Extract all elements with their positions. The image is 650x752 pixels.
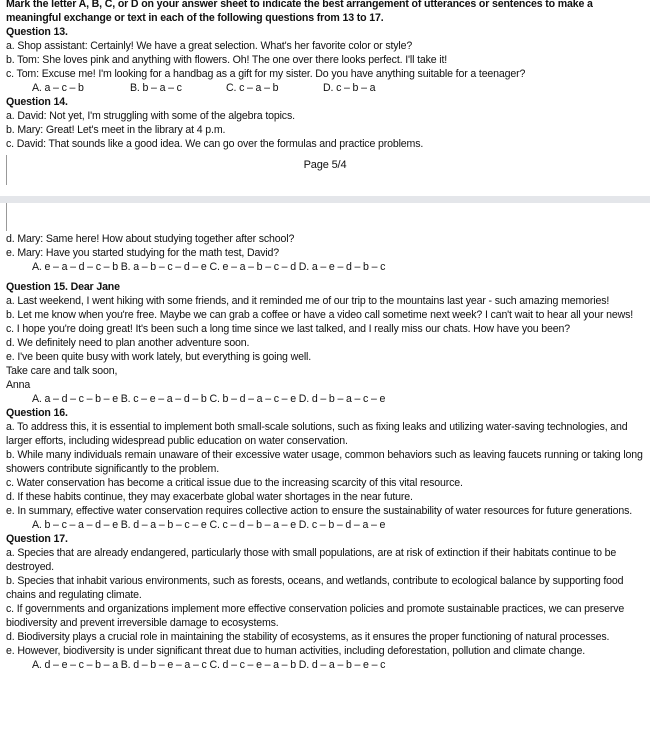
q16-line-e: e. In summary, effective water conservation requires collective action to ensure the sustainability of water resources for future generations. [6, 505, 633, 517]
q15-line-a: a. Last weekend, I went hiking with some friends, and it reminded me of our trip to the mountains last year - such amazing memories! [6, 295, 610, 307]
page-gap [0, 196, 650, 203]
q13-answer-b[interactable]: B. b – a – c [130, 82, 182, 94]
question-13-title: Question 13. [6, 26, 68, 38]
question-16-title: Question 16. [6, 407, 68, 419]
q14-line-d: d. Mary: Same here! How about studying together after school? [6, 233, 295, 245]
question-14-title: Question 14. [6, 96, 68, 108]
q16-answers[interactable]: A. b – c – a – d – e B. d – a – b – c – e C. c – d – b – a – e D. c – b – d – a – e [32, 519, 386, 531]
q15-signature: Anna [6, 379, 31, 391]
q15-line-d: d. We definitely need to plan another adventure soon. [6, 337, 250, 349]
q14-line-b: b. Mary: Great! Let's meet in the library at 4 p.m. [6, 124, 226, 136]
q17-line-b: b. Species that inhabit various environments, such as forests, oceans, and wetlands, contribute to ecological balance by supporting food chains and regulating climate. [6, 575, 624, 601]
q13-option-b: b. Tom: She loves pink and anything with flowers. Oh! The one over there looks perfect. I'll take it! [6, 54, 448, 66]
q17-line-a: a. Species that are already endangered, particularly those with small populations, are at risk of extinction if their habitats continue to be destroyed. [6, 547, 617, 573]
q16-line-a: a. To address this, it is essential to implement both small-scale solutions, such as fixing leaks and utilizing water-saving technologies, and larger efforts, including widespread public education on water conservation. [6, 421, 628, 447]
q17-line-c: c. If governments and organizations implement more effective conservation policies and promote sustainable practices, we can preserve biodiversity and prevent irreversible damage to ecosystems. [6, 603, 625, 629]
instructions-line-1: Mark the letter A, B, C, or D on your answer sheet to indicate the best arrangement of utterances or sentences to make a [6, 0, 593, 10]
question-15-title: Question 15. Dear Jane [6, 281, 120, 293]
q17-line-e: e. However, biodiversity is under significant threat due to human activities, including deforestation, pollution and climate change. [6, 645, 586, 657]
q15-closing: Take care and talk soon, [6, 365, 118, 377]
q15-line-b: b. Let me know when you're free. Maybe we can grab a coffee or have a video call sometime next week? I can't wait to hear all your news! [6, 309, 634, 321]
page-top [0, 0, 650, 151]
page-number: Page 5/4 [303, 159, 347, 171]
q17-line-d: d. Biodiversity plays a crucial role in maintaining the stability of ecosystems, as it ensures the proper functioning of natural processes. [6, 631, 610, 643]
q15-line-c: c. I hope you're doing great! It's been such a long time since we last talked, and I really miss our chats. How have you been? [6, 323, 571, 335]
q13-option-c: c. Tom: Excuse me! I'm looking for a handbag as a gift for my sister. Do you have anything suitable for a teenager? [6, 68, 526, 80]
q16-line-c: c. Water conservation has become a critical issue due to the increasing scarcity of this vital resource. [6, 477, 463, 489]
q14-line-a: a. David: Not yet, I'm struggling with some of the algebra topics. [6, 110, 295, 122]
q15-answers[interactable]: A. a – d – c – b – e B. c – e – a – d – b C. b – d – a – c – e D. d – b – a – c – e [32, 393, 386, 405]
q13-answer-a[interactable]: A. a – c – b [32, 82, 84, 94]
q16-line-b: b. While many individuals remain unaware of their excessive water usage, common behaviors such as leaving faucets running or taking long showers contribute significantly to the problem. [6, 449, 643, 475]
instructions-line-2: meaningful exchange or text in each of the following questions from 13 to 17. [6, 12, 384, 24]
q13-answer-c[interactable]: C. c – a – b [226, 82, 279, 94]
page-bottom [0, 232, 650, 672]
question-17-title: Question 17. [6, 533, 68, 545]
q13-option-a: a. Shop assistant: Certainly! We have a great selection. What's her favorite color or style? [6, 40, 413, 52]
page-edge-bottom [0, 203, 7, 231]
q13-answer-d[interactable]: D. c – b – a [323, 82, 376, 94]
q17-answers[interactable]: A. d – e – c – b – a B. d – b – e – a – c C. d – c – e – a – b D. d – a – b – e – c [32, 659, 386, 671]
q16-line-d: d. If these habits continue, they may exacerbate global water shortages in the near future. [6, 491, 413, 503]
q14-answers[interactable]: A. e – a – d – c – b B. a – b – c – d – e C. e – a – b – c – d D. a – e – d – b – c [32, 261, 386, 273]
q14-line-c: c. David: That sounds like a good idea. We can go over the formulas and practice problems. [6, 138, 424, 150]
q14-line-e: e. Mary: Have you started studying for the math test, David? [6, 247, 280, 259]
q15-line-e: e. I've been quite busy with work lately, but everything is going well. [6, 351, 312, 363]
q13-answers [0, 81, 650, 95]
